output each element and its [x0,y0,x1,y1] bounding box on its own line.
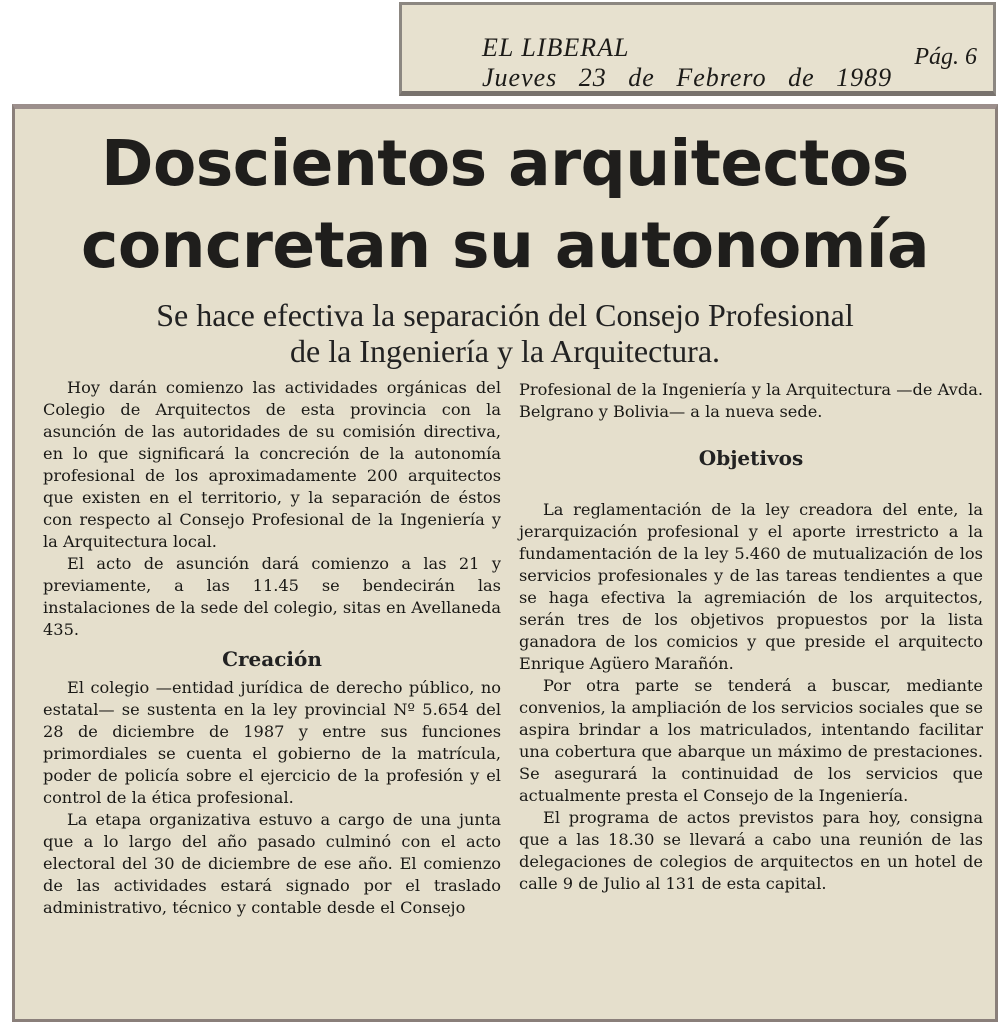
headline-line-2: concretan su autonomía [81,209,929,282]
headline-line-1: Doscientos arquitectos [101,127,909,200]
page-number: Pág. 6 [914,44,977,70]
paragraph-continued: Profesional de la Ingeniería y la Arquitectura —de Avda. Belgrano y Bolivia— a la nueva sede. [519,380,983,421]
paragraph: Por otra parte se tenderá a buscar, mediante convenios, la ampliación de los servicios sociales que se aspira brindar a los matriculados, intentando facilitar una cobertura que abarque un máximo de prestaciones. Se asegurará la continuidad de los servicios que actualmente presta el Consejo de la Ingeniería. [519,676,983,805]
section-heading-objetivos: Objetivos [698,446,804,470]
subheadline-line-1: Se hace efectiva la separación del Consejo Profesional [156,297,854,333]
paragraph: El acto de asunción dará comienzo a las 21 y previamente, a las 11.45 se bendecirán las instalaciones de la sede del colegio, sitas en Avellaneda 435. [43,554,501,639]
publication-date: Jueves 23 de Febrero de 1989 [482,63,893,92]
article-clipping [12,104,998,1022]
newspaper-name: EL LIBERAL [482,33,630,62]
paragraph: El colegio —entidad jurídica de derecho público, no estatal— se sustenta en la ley provincial Nº 5.654 del 28 de diciembre de 1987 y entre sus funciones primordiales se cuenta el gobierno de la matrícula, poder de policía sobre el ejercicio de la profesión y el control de la ética profesional. [43,678,501,807]
section-heading-creacion: Creación [222,647,322,671]
headline [15,123,995,287]
paragraph: El programa de actos previstos para hoy, consigna que a las 18.30 se llevará a cabo una reunión de las delegaciones de colegios de arquitectos en un hotel de calle 9 de Julio al 131 de esta capital. [519,808,983,893]
paragraph: La reglamentación de la ley creadora del ente, la jerarquización profesional y el aporte irrestricto a la fundamentación de la ley 5.460 de mutualización de los servicios profesionales y de las tareas tendientes a que se haga efectiva la agremiación de los arquitectos, serán tres de los objetivos propuestos por la lista ganadora de los comicios y que preside el arquitecto Enrique Agüero Marañón. [519,500,983,673]
paragraph: Hoy darán comienzo las actividades orgánicas del Colegio de Arquitectos de esta provincia con la asunción de las autoridades de su comisión directiva, en lo que significará la concreción de la autonomía profesional de los aproximadamente 200 arquitectos que existen en el territorio, y la separación de éstos con respecto al Consejo Profesional de la Ingeniería y la Arquitectura local. [43,378,501,551]
masthead-clipping [399,2,996,96]
right-column [519,379,983,895]
left-column [43,377,501,919]
paragraph: La etapa organizativa estuvo a cargo de una junta que a lo largo del año pasado culminó con el acto electoral del 30 de diciembre de ese año. El comienzo de las actividades estará signado por el traslado administrativo, técnico y contable desde el Consejo [43,810,501,917]
subheadline [15,297,995,369]
subheadline-line-2: de la Ingeniería y la Arquitectura. [289,333,721,369]
